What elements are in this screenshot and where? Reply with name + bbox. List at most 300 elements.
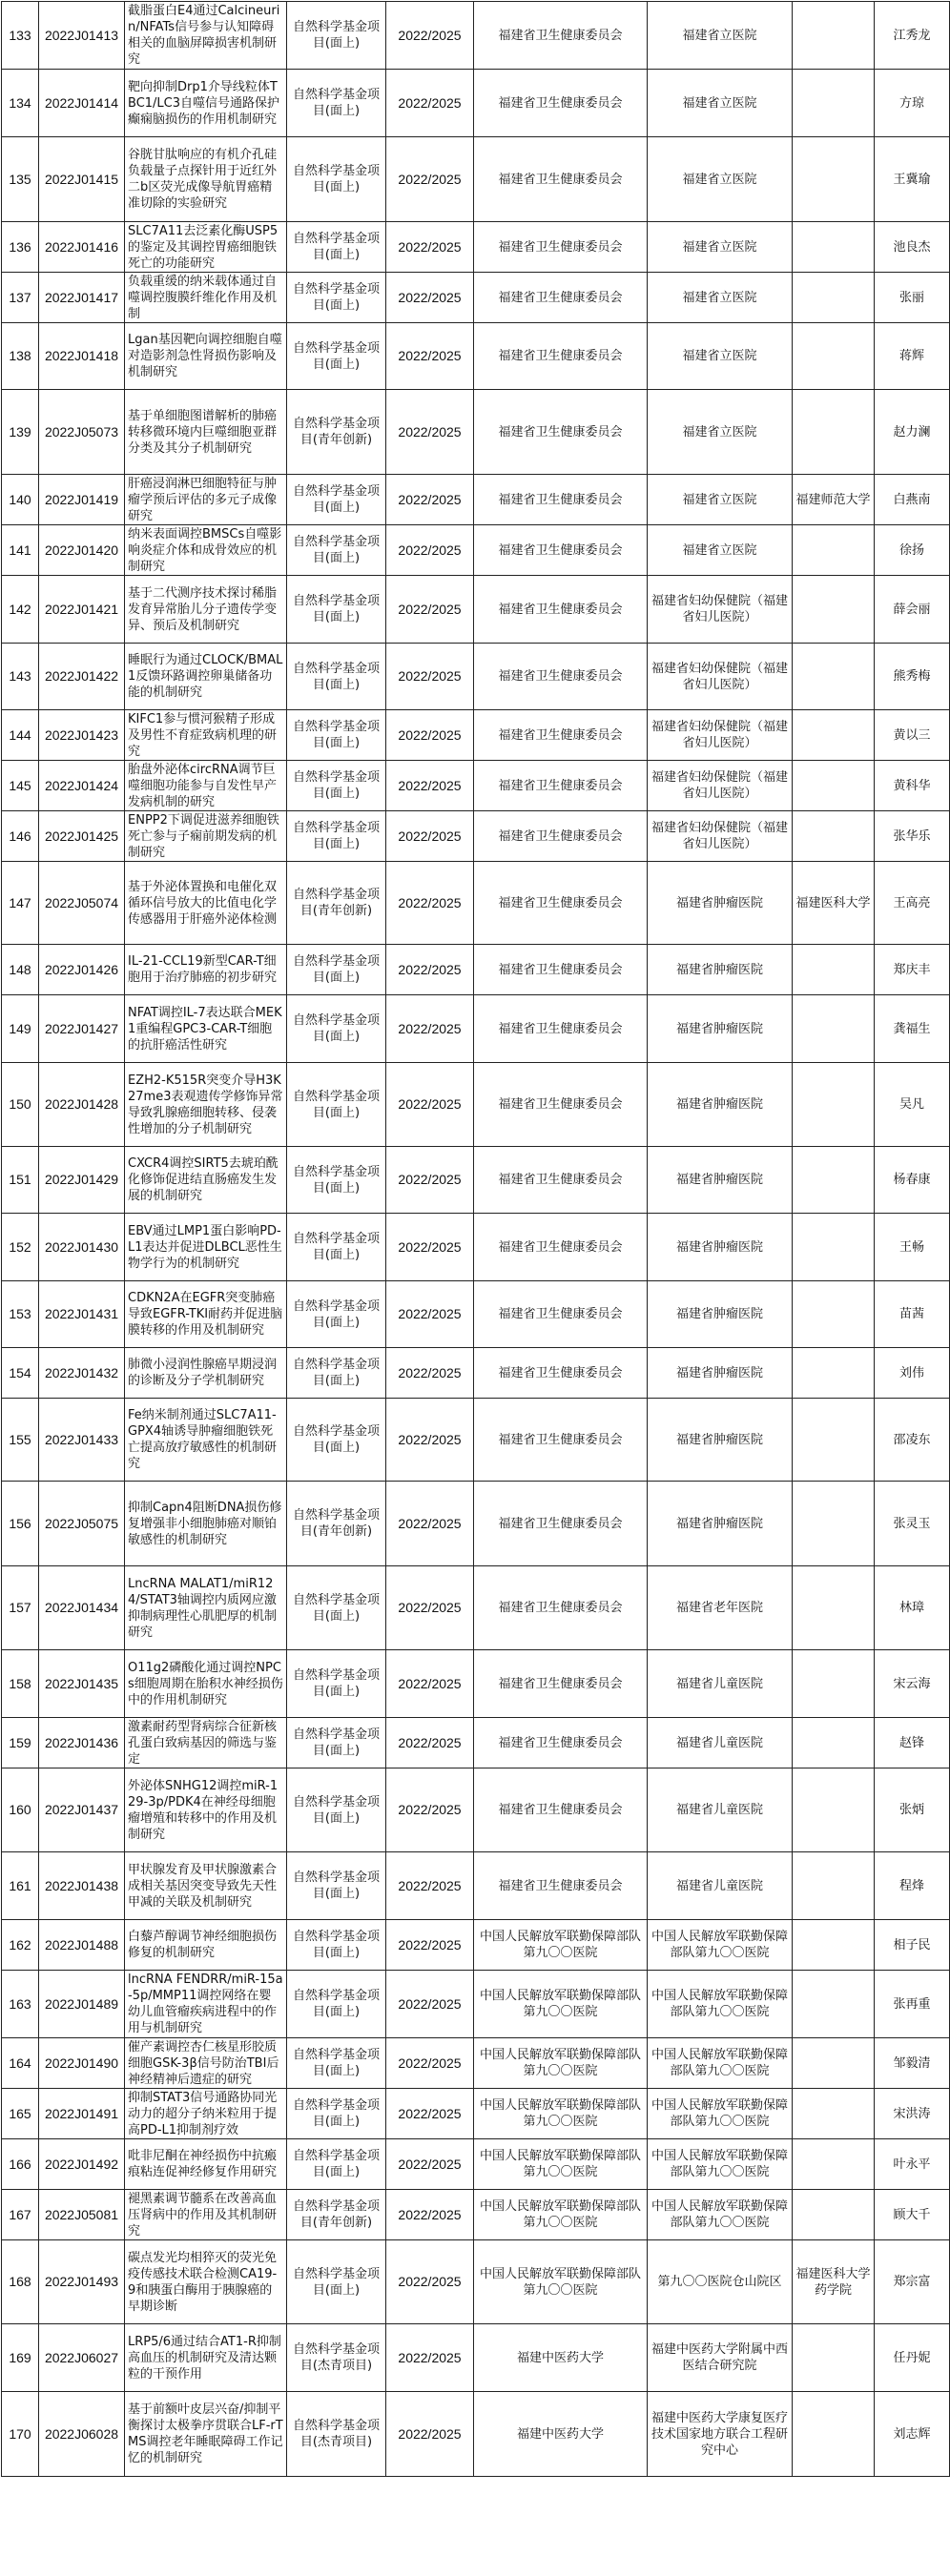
project-title: 吡非尼酮在神经损伤中抗瘢痕粘连促神经修复作用研究	[125, 2139, 287, 2190]
partner-organization: 福建医科大学	[793, 862, 875, 945]
row-number: 163	[2, 1971, 39, 2038]
table-row	[2, 2, 950, 70]
project-period: 2022/2025	[386, 475, 474, 525]
host-organization: 福建省肿瘤医院	[648, 1348, 793, 1399]
table-row	[2, 995, 950, 1063]
project-code: 2022J01419	[39, 475, 125, 525]
project-category: 自然科学基金项目(青年创新)	[287, 1482, 386, 1566]
table-row	[2, 273, 950, 323]
row-number: 140	[2, 475, 39, 525]
responsible-department: 福建省卫生健康委员会	[474, 273, 648, 323]
partner-organization	[793, 644, 875, 710]
project-period: 2022/2025	[386, 2139, 474, 2190]
project-code: 2022J01493	[39, 2240, 125, 2324]
project-period: 2022/2025	[386, 1920, 474, 1971]
row-number: 133	[2, 2, 39, 70]
row-number: 170	[2, 2392, 39, 2477]
project-title: Lgan基因靶向调控细胞自噬对造影剂急性肾损伤影响及机制研究	[125, 323, 287, 390]
project-period: 2022/2025	[386, 576, 474, 644]
responsible-department: 福建省卫生健康委员会	[474, 137, 648, 222]
responsible-department: 福建省卫生健康委员会	[474, 761, 648, 811]
project-period: 2022/2025	[386, 1852, 474, 1920]
host-organization: 福建省立医院	[648, 273, 793, 323]
host-organization: 中国人民解放军联勤保障部队第九〇〇医院	[648, 2190, 793, 2240]
project-leader: 池良杰	[875, 222, 950, 273]
responsible-department: 福建省卫生健康委员会	[474, 70, 648, 137]
project-leader: 张灵玉	[875, 1482, 950, 1566]
table-row	[2, 1063, 950, 1147]
partner-organization	[793, 1768, 875, 1852]
host-organization: 中国人民解放军联勤保障部队第九〇〇医院	[648, 1971, 793, 2038]
host-organization: 福建省立医院	[648, 390, 793, 475]
project-period: 2022/2025	[386, 945, 474, 995]
project-code: 2022J01490	[39, 2038, 125, 2089]
row-number: 162	[2, 1920, 39, 1971]
row-number: 134	[2, 70, 39, 137]
table-row	[2, 2324, 950, 2392]
table-row	[2, 2240, 950, 2324]
project-title: 睡眠行为通过CLOCK/BMAL1反馈环路调控卵巢储备功能的机制研究	[125, 644, 287, 710]
responsible-department: 福建省卫生健康委员会	[474, 1852, 648, 1920]
project-leader: 刘伟	[875, 1348, 950, 1399]
table-row	[2, 1399, 950, 1482]
project-title: 靶向抑制Drp1介导线粒体TBC1/LC3自噬信号通路保护癫痫脑损伤的作用机制研究	[125, 70, 287, 137]
table-row	[2, 2089, 950, 2139]
project-leader: 王冀瑜	[875, 137, 950, 222]
project-category: 自然科学基金项目(面上)	[287, 323, 386, 390]
host-organization: 福建省肿瘤医院	[648, 995, 793, 1063]
row-number: 158	[2, 1650, 39, 1718]
project-code: 2022J01489	[39, 1971, 125, 2038]
project-code: 2022J05081	[39, 2190, 125, 2240]
project-category: 自然科学基金项目(面上)	[287, 1768, 386, 1852]
row-number: 135	[2, 137, 39, 222]
row-number: 148	[2, 945, 39, 995]
project-period: 2022/2025	[386, 273, 474, 323]
project-category: 自然科学基金项目(面上)	[287, 761, 386, 811]
project-title: 外泌体SNHG12调控miR-129-3p/PDK4在神经母细胞瘤增殖和转移中的作用及机制研究	[125, 1768, 287, 1852]
responsible-department: 福建省卫生健康委员会	[474, 1399, 648, 1482]
project-category: 自然科学基金项目(青年创新)	[287, 862, 386, 945]
table-row	[2, 1281, 950, 1348]
table-row	[2, 390, 950, 475]
host-organization: 福建省老年医院	[648, 1566, 793, 1650]
project-title: 碳点发光均相猝灭的荧光免疫传感技术联合检测CA19-9和胰蛋白酶用于胰腺癌的早期诊断	[125, 2240, 287, 2324]
project-period: 2022/2025	[386, 1566, 474, 1650]
row-number: 159	[2, 1718, 39, 1768]
host-organization: 福建省妇幼保健院（福建省妇儿医院）	[648, 761, 793, 811]
partner-organization	[793, 2038, 875, 2089]
project-leader: 赵锋	[875, 1718, 950, 1768]
project-category: 自然科学基金项目(面上)	[287, 1063, 386, 1147]
partner-organization: 福建师范大学	[793, 475, 875, 525]
project-code: 2022J01433	[39, 1399, 125, 1482]
row-number: 138	[2, 323, 39, 390]
table-row	[2, 1147, 950, 1214]
partner-organization	[793, 2190, 875, 2240]
partner-organization	[793, 945, 875, 995]
responsible-department: 中国人民解放军联勤保障部队第九〇〇医院	[474, 1971, 648, 2038]
responsible-department: 福建省卫生健康委员会	[474, 323, 648, 390]
responsible-department: 福建省卫生健康委员会	[474, 1718, 648, 1768]
project-leader: 张再重	[875, 1971, 950, 2038]
responsible-department: 福建省卫生健康委员会	[474, 1482, 648, 1566]
project-category: 自然科学基金项目(面上)	[287, 273, 386, 323]
host-organization: 第九〇〇医院仓山院区	[648, 2240, 793, 2324]
project-code: 2022J01432	[39, 1348, 125, 1399]
responsible-department: 中国人民解放军联勤保障部队第九〇〇医院	[474, 2038, 648, 2089]
responsible-department: 中国人民解放军联勤保障部队第九〇〇医院	[474, 1920, 648, 1971]
project-category: 自然科学基金项目(面上)	[287, 2089, 386, 2139]
host-organization: 中国人民解放军联勤保障部队第九〇〇医院	[648, 2038, 793, 2089]
project-category: 自然科学基金项目(面上)	[287, 1147, 386, 1214]
project-leader: 郑庆丰	[875, 945, 950, 995]
host-organization: 福建省妇幼保健院（福建省妇儿医院）	[648, 576, 793, 644]
project-period: 2022/2025	[386, 1650, 474, 1718]
project-period: 2022/2025	[386, 525, 474, 576]
project-code: 2022J01418	[39, 323, 125, 390]
host-organization: 福建省妇幼保健院（福建省妇儿医院）	[648, 811, 793, 862]
project-category: 自然科学基金项目(面上)	[287, 1348, 386, 1399]
project-title: LncRNA MALAT1/miR124/STAT3轴调控内质网应激抑制病理性心肌肥厚的机制研究	[125, 1566, 287, 1650]
project-leader: 刘志辉	[875, 2392, 950, 2477]
project-leader: 黄以三	[875, 710, 950, 761]
partner-organization	[793, 1920, 875, 1971]
project-period: 2022/2025	[386, 2, 474, 70]
project-leader: 相子民	[875, 1920, 950, 1971]
table-row	[2, 811, 950, 862]
project-title: 胎盘外泌体circRNA调节巨噬细胞功能参与自发性早产发病机制的研究	[125, 761, 287, 811]
project-code: 2022J01434	[39, 1566, 125, 1650]
responsible-department: 福建中医药大学	[474, 2392, 648, 2477]
project-period: 2022/2025	[386, 1147, 474, 1214]
table-row	[2, 2392, 950, 2477]
project-leader: 程烽	[875, 1852, 950, 1920]
host-organization: 福建省妇幼保健院（福建省妇儿医院）	[648, 710, 793, 761]
project-code: 2022J05073	[39, 390, 125, 475]
project-title: 白藜芦醇调节神经细胞损伤修复的机制研究	[125, 1920, 287, 1971]
partner-organization	[793, 1566, 875, 1650]
project-leader: 熊秀梅	[875, 644, 950, 710]
project-code: 2022J01492	[39, 2139, 125, 2190]
project-leader: 张炳	[875, 1768, 950, 1852]
host-organization: 福建省肿瘤医院	[648, 945, 793, 995]
project-leader: 任丹妮	[875, 2324, 950, 2392]
responsible-department: 福建省卫生健康委员会	[474, 222, 648, 273]
partner-organization	[793, 761, 875, 811]
project-category: 自然科学基金项目(杰青项目)	[287, 2324, 386, 2392]
project-code: 2022J06028	[39, 2392, 125, 2477]
project-leader: 邹毅清	[875, 2038, 950, 2089]
project-leader: 江秀龙	[875, 2, 950, 70]
partner-organization	[793, 1147, 875, 1214]
partner-organization	[793, 2324, 875, 2392]
responsible-department: 中国人民解放军联勤保障部队第九〇〇医院	[474, 2190, 648, 2240]
project-code: 2022J01426	[39, 945, 125, 995]
project-period: 2022/2025	[386, 1482, 474, 1566]
responsible-department: 福建省卫生健康委员会	[474, 710, 648, 761]
host-organization: 福建省立医院	[648, 222, 793, 273]
row-number: 141	[2, 525, 39, 576]
project-title: lncRNA FENDRR/miR-15a-5p/MMP11调控网络在婴幼儿血管瘤疾病进程中的作用与机制研究	[125, 1971, 287, 2038]
table-row	[2, 644, 950, 710]
partner-organization	[793, 1281, 875, 1348]
responsible-department: 福建中医药大学	[474, 2324, 648, 2392]
host-organization: 福建省立医院	[648, 137, 793, 222]
project-leader: 张华乐	[875, 811, 950, 862]
host-organization: 福建省立医院	[648, 525, 793, 576]
project-code: 2022J01416	[39, 222, 125, 273]
row-number: 145	[2, 761, 39, 811]
table-row	[2, 1650, 950, 1718]
project-title: 肝癌浸润淋巴细胞特征与肿瘤学预后评估的多元子成像研究	[125, 475, 287, 525]
project-leader: 郑宗富	[875, 2240, 950, 2324]
partner-organization	[793, 710, 875, 761]
project-code: 2022J01421	[39, 576, 125, 644]
host-organization: 福建中医药大学附属中西医结合研究院	[648, 2324, 793, 2392]
table-row	[2, 137, 950, 222]
host-organization: 福建省儿童医院	[648, 1718, 793, 1768]
table-row	[2, 710, 950, 761]
host-organization: 福建省肿瘤医院	[648, 1281, 793, 1348]
table-row	[2, 222, 950, 273]
table-row	[2, 323, 950, 390]
project-title: 褪黑素调节髓系在改善高血压肾病中的作用及其机制研究	[125, 2190, 287, 2240]
table-row	[2, 1566, 950, 1650]
table-row	[2, 1971, 950, 2038]
project-category: 自然科学基金项目(面上)	[287, 1214, 386, 1281]
project-code: 2022J06027	[39, 2324, 125, 2392]
responsible-department: 福建省卫生健康委员会	[474, 1566, 648, 1650]
project-title: 基于单细胞图谱解析的肺癌转移微环境内巨噬细胞亚群分类及其分子机制研究	[125, 390, 287, 475]
project-period: 2022/2025	[386, 2038, 474, 2089]
row-number: 136	[2, 222, 39, 273]
project-leader: 吴凡	[875, 1063, 950, 1147]
table-row	[2, 1852, 950, 1920]
project-period: 2022/2025	[386, 1348, 474, 1399]
partner-organization	[793, 1971, 875, 2038]
project-code: 2022J01491	[39, 2089, 125, 2139]
row-number: 156	[2, 1482, 39, 1566]
host-organization: 中国人民解放军联勤保障部队第九〇〇医院	[648, 2089, 793, 2139]
responsible-department: 中国人民解放军联勤保障部队第九〇〇医院	[474, 2089, 648, 2139]
project-category: 自然科学基金项目(青年创新)	[287, 390, 386, 475]
table-row	[2, 576, 950, 644]
project-period: 2022/2025	[386, 1399, 474, 1482]
project-leader: 林璋	[875, 1566, 950, 1650]
row-number: 137	[2, 273, 39, 323]
table-row	[2, 1482, 950, 1566]
project-leader: 王高亮	[875, 862, 950, 945]
row-number: 167	[2, 2190, 39, 2240]
row-number: 165	[2, 2089, 39, 2139]
table-row	[2, 2190, 950, 2240]
row-number: 153	[2, 1281, 39, 1348]
partner-organization	[793, 2139, 875, 2190]
project-title: 催产素调控杏仁核星形胶质细胞GSK-3β信号防治TBI后神经精神后遗症的研究	[125, 2038, 287, 2089]
project-leader: 杨春康	[875, 1147, 950, 1214]
partner-organization	[793, 1348, 875, 1399]
project-code: 2022J01488	[39, 1920, 125, 1971]
project-title: 谷胱甘肽响应的有机介孔硅负载量子点探针用于近红外二b区荧光成像导航胃癌精准切除的实验研究	[125, 137, 287, 222]
row-number: 152	[2, 1214, 39, 1281]
host-organization: 福建中医药大学康复医疗技术国家地方联合工程研究中心	[648, 2392, 793, 2477]
table-row	[2, 525, 950, 576]
project-category: 自然科学基金项目(面上)	[287, 137, 386, 222]
project-code: 2022J01431	[39, 1281, 125, 1348]
partner-organization	[793, 2392, 875, 2477]
host-organization: 福建省立医院	[648, 70, 793, 137]
responsible-department: 福建省卫生健康委员会	[474, 1348, 648, 1399]
project-period: 2022/2025	[386, 1281, 474, 1348]
project-title: 甲状腺发育及甲状腺激素合成相关基因突变导致先天性甲减的关联及机制研究	[125, 1852, 287, 1920]
project-leader: 宋洪涛	[875, 2089, 950, 2139]
project-title: 抑制STAT3信号通路协同光动力的超分子纳米粒用于提高PD-L1抑制剂疗效	[125, 2089, 287, 2139]
host-organization: 福建省肿瘤医院	[648, 1214, 793, 1281]
table-row	[2, 70, 950, 137]
partner-organization	[793, 1399, 875, 1482]
row-number: 154	[2, 1348, 39, 1399]
partner-organization	[793, 323, 875, 390]
responsible-department: 福建省卫生健康委员会	[474, 2, 648, 70]
responsible-department: 福建省卫生健康委员会	[474, 475, 648, 525]
partner-organization	[793, 137, 875, 222]
project-period: 2022/2025	[386, 2324, 474, 2392]
project-category: 自然科学基金项目(面上)	[287, 1852, 386, 1920]
project-category: 自然科学基金项目(面上)	[287, 2139, 386, 2190]
project-category: 自然科学基金项目(面上)	[287, 1399, 386, 1482]
project-category: 自然科学基金项目(面上)	[287, 576, 386, 644]
project-title: SLC7A11去泛素化酶USP5的鉴定及其调控胃癌细胞铁死亡的功能研究	[125, 222, 287, 273]
responsible-department: 福建省卫生健康委员会	[474, 862, 648, 945]
project-period: 2022/2025	[386, 2190, 474, 2240]
project-title: LRP5/6通过结合AT1-R抑制高血压的机制研究及清达颗粒的干预作用	[125, 2324, 287, 2392]
table-row	[2, 2139, 950, 2190]
responsible-department: 中国人民解放军联勤保障部队第九〇〇医院	[474, 2240, 648, 2324]
project-category: 自然科学基金项目(面上)	[287, 945, 386, 995]
table-row	[2, 1920, 950, 1971]
responsible-department: 福建省卫生健康委员会	[474, 390, 648, 475]
project-period: 2022/2025	[386, 222, 474, 273]
row-number: 151	[2, 1147, 39, 1214]
table-row	[2, 945, 950, 995]
host-organization: 中国人民解放军联勤保障部队第九〇〇医院	[648, 2139, 793, 2190]
project-period: 2022/2025	[386, 1768, 474, 1852]
partner-organization	[793, 2089, 875, 2139]
partner-organization	[793, 1482, 875, 1566]
project-category: 自然科学基金项目(面上)	[287, 644, 386, 710]
project-code: 2022J05074	[39, 862, 125, 945]
project-category: 自然科学基金项目(面上)	[287, 1650, 386, 1718]
host-organization: 中国人民解放军联勤保障部队第九〇〇医院	[648, 1920, 793, 1971]
project-title: EBV通过LMP1蛋白影响PD-L1表达并促进DLBCL恶性生物学行为的机制研究	[125, 1214, 287, 1281]
project-leader: 顾大千	[875, 2190, 950, 2240]
responsible-department: 福建省卫生健康委员会	[474, 1214, 648, 1281]
project-period: 2022/2025	[386, 710, 474, 761]
partner-organization	[793, 2, 875, 70]
project-leader: 王畅	[875, 1214, 950, 1281]
project-category: 自然科学基金项目(面上)	[287, 2038, 386, 2089]
responsible-department: 福建省卫生健康委员会	[474, 644, 648, 710]
project-period: 2022/2025	[386, 2240, 474, 2324]
project-category: 自然科学基金项目(面上)	[287, 1971, 386, 2038]
row-number: 142	[2, 576, 39, 644]
table-row	[2, 2038, 950, 2089]
partner-organization	[793, 525, 875, 576]
project-leader: 苗茜	[875, 1281, 950, 1348]
row-number: 155	[2, 1399, 39, 1482]
project-code: 2022J01422	[39, 644, 125, 710]
project-period: 2022/2025	[386, 862, 474, 945]
project-title: 肺微小浸润性腺癌早期浸润的诊断及分子学机制研究	[125, 1348, 287, 1399]
project-leader: 张丽	[875, 273, 950, 323]
project-period: 2022/2025	[386, 1214, 474, 1281]
responsible-department: 福建省卫生健康委员会	[474, 995, 648, 1063]
project-code: 2022J01424	[39, 761, 125, 811]
project-title: 抑制Capn4阻断DNA损伤修复增强非小细胞肺癌对顺铂敏感性的机制研究	[125, 1482, 287, 1566]
project-title: EZH2-K515R突变介导H3K27me3表观遗传学修饰异常导致乳腺癌细胞转移、侵袭性增加的分子机制研究	[125, 1063, 287, 1147]
project-category: 自然科学基金项目(杰青项目)	[287, 2392, 386, 2477]
project-category: 自然科学基金项目(面上)	[287, 2240, 386, 2324]
row-number: 164	[2, 2038, 39, 2089]
project-leader: 徐扬	[875, 525, 950, 576]
project-period: 2022/2025	[386, 1063, 474, 1147]
row-number: 150	[2, 1063, 39, 1147]
project-period: 2022/2025	[386, 137, 474, 222]
project-leader: 龚福生	[875, 995, 950, 1063]
project-leader: 白燕南	[875, 475, 950, 525]
partner-organization	[793, 273, 875, 323]
host-organization: 福建省立医院	[648, 323, 793, 390]
row-number: 139	[2, 390, 39, 475]
table-row	[2, 1214, 950, 1281]
partner-organization	[793, 1063, 875, 1147]
project-category: 自然科学基金项目(面上)	[287, 2, 386, 70]
project-title: IL-21-CCL19新型CAR-T细胞用于治疗肺癌的初步研究	[125, 945, 287, 995]
project-leader: 薛会丽	[875, 576, 950, 644]
row-number: 166	[2, 2139, 39, 2190]
project-category: 自然科学基金项目(面上)	[287, 525, 386, 576]
row-number: 160	[2, 1768, 39, 1852]
host-organization: 福建省肿瘤医院	[648, 1399, 793, 1482]
partner-organization: 福建医科大学药学院	[793, 2240, 875, 2324]
project-leader: 蒋辉	[875, 323, 950, 390]
project-code: 2022J01420	[39, 525, 125, 576]
project-title: 基于二代测序技术探讨稀脂发育异常胎儿分子遗传学变异、预后及机制研究	[125, 576, 287, 644]
partner-organization	[793, 222, 875, 273]
responsible-department: 福建省卫生健康委员会	[474, 576, 648, 644]
responsible-department: 福建省卫生健康委员会	[474, 811, 648, 862]
project-leader: 邵凌东	[875, 1399, 950, 1482]
project-leader: 方琼	[875, 70, 950, 137]
responsible-department: 福建省卫生健康委员会	[474, 1063, 648, 1147]
host-organization: 福建省肿瘤医院	[648, 1147, 793, 1214]
project-code: 2022J01437	[39, 1768, 125, 1852]
project-code: 2022J01413	[39, 2, 125, 70]
project-leader: 宋云海	[875, 1650, 950, 1718]
row-number: 168	[2, 2240, 39, 2324]
project-title: CXCR4调控SIRT5去琥珀酰化修饰促进结直肠癌发生发展的机制研究	[125, 1147, 287, 1214]
project-category: 自然科学基金项目(面上)	[287, 1281, 386, 1348]
project-period: 2022/2025	[386, 390, 474, 475]
table-body	[2, 2, 950, 2477]
table-row	[2, 761, 950, 811]
partner-organization	[793, 390, 875, 475]
project-leader: 叶永平	[875, 2139, 950, 2190]
project-period: 2022/2025	[386, 1718, 474, 1768]
project-category: 自然科学基金项目(面上)	[287, 811, 386, 862]
row-number: 157	[2, 1566, 39, 1650]
